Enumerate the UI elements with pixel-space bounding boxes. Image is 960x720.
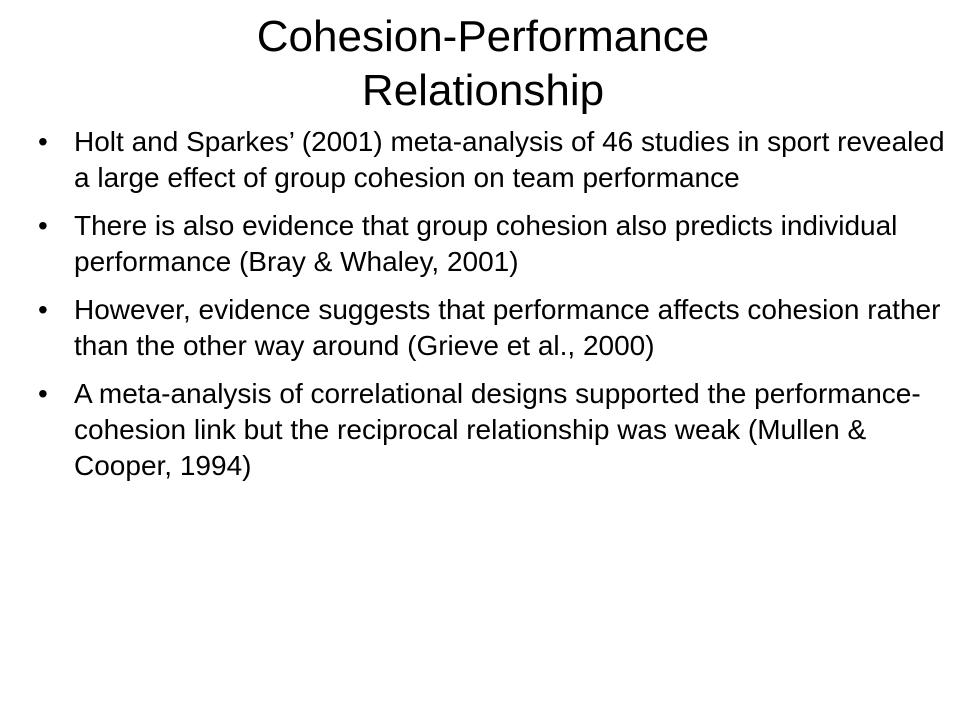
bullet-item xyxy=(38,208,948,280)
slide-title-line-1: Cohesion-Performance xyxy=(256,12,710,61)
slide-title-line-2: Relationship xyxy=(361,66,605,115)
bullet-text: A meta-analysis of correlational designs supported the performance-cohesion link but the reciprocal relationship was weak (Mullen & Cooper, 1994) xyxy=(74,378,921,481)
bullet-text: However, evidence suggests that performance affects cohesion rather than the other way around (Grieve et al., 2000) xyxy=(74,294,941,361)
bullet-item xyxy=(38,292,948,364)
bullet-text: There is also evidence that group cohesion also predicts individual performance (Bray & Whaley, 2001) xyxy=(74,210,898,277)
bullet-marker-icon: • xyxy=(38,378,48,409)
bullet-item xyxy=(38,376,948,484)
bullet-marker-icon: • xyxy=(38,126,48,157)
bullet-item xyxy=(38,124,948,196)
bullet-list xyxy=(38,124,948,496)
bullet-marker-icon: • xyxy=(38,210,48,241)
bullet-marker-icon: • xyxy=(38,294,48,325)
bullet-text: Holt and Sparkes’ (2001) meta-analysis of 46 studies in sport revealed a large effect of group cohesion on team performance xyxy=(74,126,945,193)
slide-title xyxy=(0,10,960,118)
